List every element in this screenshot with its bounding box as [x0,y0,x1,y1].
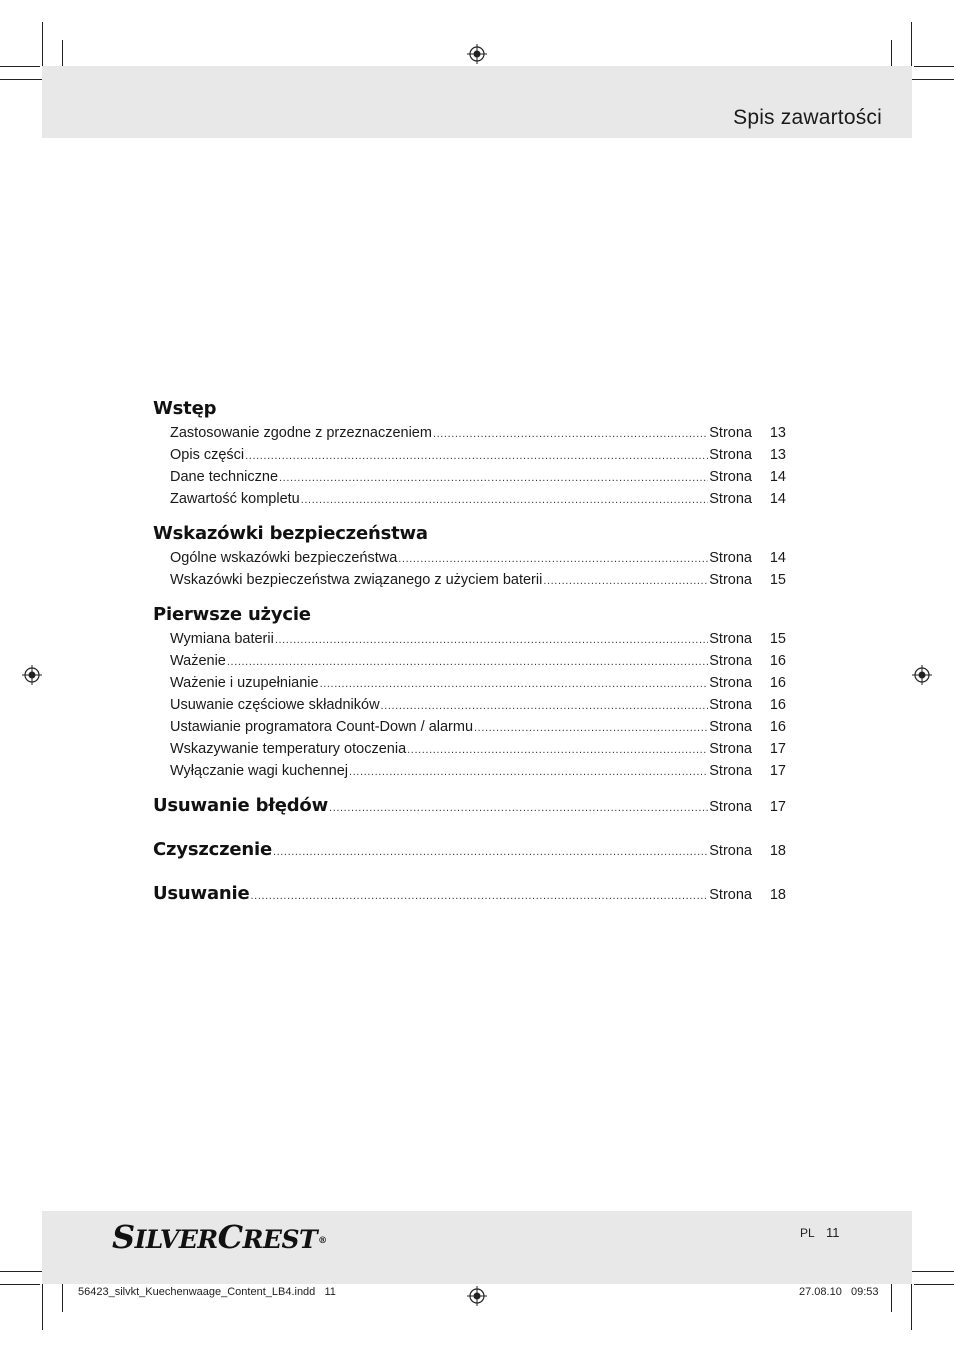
entry-strona: Strona [709,631,752,647]
crop-mark [914,66,954,67]
entry-label: Zawartość kompletu [170,491,300,507]
toc-entry[interactable] [153,837,786,863]
entry-strona: Strona [709,675,752,691]
registration-mark-icon [467,44,487,64]
entry-label: Ważenie i uzupełnianie [170,675,319,691]
dot-leader [227,651,708,673]
entry-strona: Strona [709,719,752,735]
section-title: Czyszczenie [153,839,272,860]
section-title: Usuwanie [153,883,250,904]
entry-page: 16 [769,719,786,735]
entry-label: Wyłączanie wagi kuchennej [170,763,348,779]
entry-strona: Strona [709,741,752,757]
toc-entry[interactable] [170,672,786,694]
entry-page: 17 [769,799,786,815]
toc-entry[interactable] [170,716,786,738]
toc-entry[interactable] [170,760,786,782]
dot-leader [273,839,708,865]
toc-section [153,602,786,782]
entry-label: Opis części [170,447,245,463]
dot-leader [349,761,708,783]
entry-page: 13 [769,447,786,463]
toc-entry[interactable] [170,694,786,716]
toc-entry[interactable] [170,650,786,672]
toc-entry[interactable] [170,466,786,488]
dot-leader [275,629,708,651]
slug-datetime: 27.08.10 09:53 [799,1286,879,1298]
registered-mark: ® [318,1236,327,1246]
toc-entry[interactable] [170,422,786,444]
crop-mark [62,40,63,68]
entry-label: Wskazówki bezpieczeństwa związanego z użyciem baterii [170,572,543,588]
toc-entry[interactable] [170,444,786,466]
logo-text: ILVER [134,1225,218,1254]
logo-letter: S [112,1218,135,1256]
entry-page: 16 [769,675,786,691]
page-title: Spis zawartości [733,106,882,129]
crop-mark [906,79,954,80]
toc-entry[interactable] [170,738,786,760]
section-title: Pierwsze użycie [153,604,311,625]
registration-mark-icon [22,665,42,685]
entry-page: 18 [769,887,786,903]
entry-page: 15 [769,572,786,588]
dot-leader [279,467,708,489]
entry-page: 16 [769,653,786,669]
entry-label: Dane techniczne [170,469,279,485]
toc-section [153,881,786,907]
toc-entry[interactable] [153,793,786,819]
crop-mark [906,1271,954,1272]
entry-label: Ogólne wskazówki bezpieczeństwa [170,550,398,566]
entry-strona: Strona [709,491,752,507]
entry-strona: Strona [709,425,752,441]
entry-strona: Strona [709,469,752,485]
entry-label: Usuwanie częściowe składników [170,697,380,713]
dot-leader [398,548,708,570]
crop-mark [0,1271,48,1272]
entry-page: 14 [769,469,786,485]
crop-mark [891,40,892,68]
crop-mark [911,1284,912,1330]
dot-leader [381,695,709,717]
entry-page: 18 [769,843,786,859]
toc-entry[interactable] [170,628,786,650]
entry-strona: Strona [709,799,752,815]
entry-page: 14 [769,550,786,566]
entry-label: Wymiana baterii [170,631,274,647]
entry-strona: Strona [709,572,752,588]
toc-section [153,793,786,819]
dot-leader [301,489,709,511]
toc-entry[interactable] [170,547,786,569]
crop-mark [0,1284,40,1285]
language-code: PL [800,1226,815,1240]
dot-leader [245,445,708,467]
entry-strona: Strona [709,843,752,859]
entry-strona: Strona [709,653,752,669]
section-title: Wstęp [153,398,217,419]
crop-mark [62,1284,63,1312]
toc-section [153,837,786,863]
dot-leader [329,795,708,821]
dot-leader [320,673,709,695]
dot-leader [433,423,708,445]
entry-strona: Strona [709,763,752,779]
section-title: Usuwanie błędów [153,795,329,816]
dot-leader [543,570,708,592]
entry-page: 17 [769,763,786,779]
crop-mark [914,1284,954,1285]
toc-entry[interactable] [153,881,786,907]
logo-text: REST [242,1225,318,1254]
crop-mark [42,1284,43,1330]
toc-section [153,521,786,591]
entry-label: Ważenie [170,653,226,669]
toc-section [153,396,786,510]
crop-mark [0,66,40,67]
logo-letter: C [217,1218,243,1256]
page-number: 11 [826,1225,840,1240]
registration-mark-icon [912,665,932,685]
toc-entry[interactable] [170,569,786,591]
entry-label: Zastosowanie zgodne z przeznaczeniem [170,425,432,441]
section-title: Wskazówki bezpieczeństwa [153,523,428,544]
dot-leader [251,883,709,909]
entry-strona: Strona [709,697,752,713]
entry-page: 16 [769,697,786,713]
brand-logo [112,1219,327,1258]
toc-entry[interactable] [170,488,786,510]
entry-page: 13 [769,425,786,441]
table-of-contents [153,396,786,925]
registration-mark-icon [467,1286,487,1306]
entry-strona: Strona [709,550,752,566]
entry-page: 17 [769,741,786,757]
entry-strona: Strona [709,887,752,903]
dot-leader [407,739,708,761]
crop-mark [42,22,43,68]
entry-page: 14 [769,491,786,507]
slug-filename: 56423_silvkt_Kuechenwaage_Content_LB4.indd 11 [78,1286,336,1298]
entry-page: 15 [769,631,786,647]
entry-strona: Strona [709,447,752,463]
crop-mark [911,22,912,68]
entry-label: Ustawianie programatora Count-Down / alarmu [170,719,474,735]
crop-mark [891,1284,892,1312]
dot-leader [474,717,708,739]
crop-mark [0,79,48,80]
entry-label: Wskazywanie temperatury otoczenia [170,741,407,757]
